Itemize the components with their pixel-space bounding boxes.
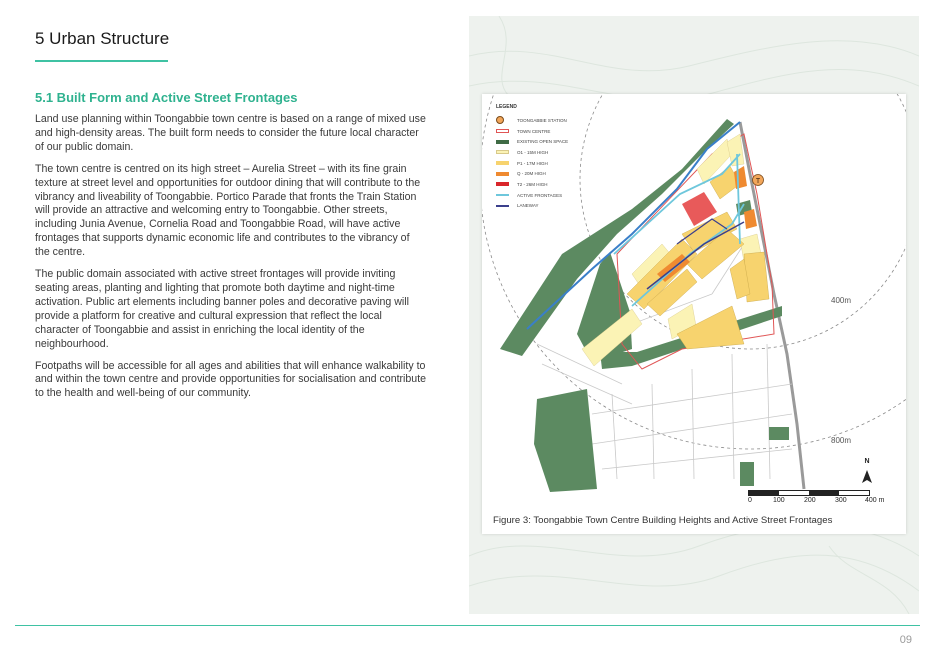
map-legend bbox=[496, 104, 601, 211]
legend-label: TOONGABBIE STATION bbox=[517, 117, 567, 123]
paragraph: Land use planning within Toongabbie town centre is based on a range of mixed use and high-density areas. The built form needs to consider the future local character of our public domain. bbox=[35, 113, 426, 153]
legend-label: T2 - 26M HIGH bbox=[517, 181, 548, 187]
line-swatch-icon bbox=[496, 194, 509, 196]
scale-label: 400 m bbox=[865, 497, 885, 504]
legend-item bbox=[496, 190, 601, 201]
legend-item bbox=[496, 147, 601, 158]
scale-label: 300 bbox=[835, 497, 847, 504]
scale-labels bbox=[748, 497, 900, 506]
fill-swatch-icon bbox=[496, 150, 509, 154]
page-number: 09 bbox=[899, 634, 912, 646]
ring-label-400m: 400m bbox=[831, 296, 852, 305]
legend-label: Q - 20M HIGH bbox=[517, 171, 546, 177]
scale-label: 0 bbox=[748, 497, 752, 504]
section-title: 5 Urban Structure bbox=[35, 29, 170, 48]
legend-label: TOWN CENTRE bbox=[517, 128, 551, 134]
legend-item bbox=[496, 126, 601, 137]
station-marker-label: T bbox=[755, 178, 761, 185]
title-underline bbox=[35, 60, 168, 62]
scale-bar-graphic bbox=[748, 490, 870, 496]
paragraph: Footpaths will be accessible for all ages and abilities that will enhance walkability to and within the town centre and provide opportunities for socialisation and contribute to the health and well-being of our community. bbox=[35, 359, 427, 400]
figure-card bbox=[482, 94, 906, 534]
figure-caption: Figure 3: Toongabbie Town Centre Building Heights and Active Street Frontages bbox=[493, 515, 833, 526]
north-label: N bbox=[864, 458, 870, 465]
scale-label: 200 bbox=[804, 497, 816, 504]
legend-item bbox=[496, 201, 601, 212]
footer-rule bbox=[15, 625, 920, 626]
legend-label: EXISTING OPEN SPACE bbox=[517, 139, 569, 145]
subsection-heading: 5.1 Built Form and Active Street Frontages bbox=[35, 90, 298, 105]
paragraph: The town centre is centred on its high street – Aurelia Street – with its fine grain texture at street level and opportunities for outdoor dining that will contribute to the vibrancy and liveability of Toongabbie. Portico Parade that fronts the Train Station will provide an attractive and welcoming entry to Toongabbie. Other streets, including Junia Avenue, Cornelia Road and Toongabbie Road, will have active frontages that supports dynamic economic life and contributes to the vibrancy of the centre. bbox=[35, 162, 421, 259]
legend-item bbox=[496, 179, 601, 190]
fill-swatch-icon bbox=[496, 182, 509, 186]
scale-label: 100 bbox=[773, 497, 785, 504]
body-text bbox=[35, 113, 427, 409]
paragraph: The public domain associated with active street frontages will provide inviting seating areas, planting and lighting that promote both daytime and night-time activation. Public art elements including banner poles and decorative paving will provide a platform for creative and cultural expression that reflect the local character of Toongabbie and assist in enriching the local identity of the neighbourhood. bbox=[35, 268, 409, 350]
north-indicator bbox=[858, 458, 876, 465]
legend-title: LEGEND bbox=[496, 104, 517, 110]
active-frontage bbox=[737, 154, 740, 244]
fill-swatch-icon bbox=[496, 140, 509, 144]
legend-label: P1 - 17M HIGH bbox=[517, 160, 548, 166]
legend-item bbox=[496, 115, 601, 126]
ring-label-800m: 800m bbox=[831, 436, 852, 445]
station-icon bbox=[496, 116, 504, 124]
fill-swatch-icon bbox=[496, 172, 509, 176]
north-arrow-icon bbox=[862, 470, 872, 483]
fill-swatch-icon bbox=[496, 161, 509, 165]
legend-label: ACTIVE FRONTAGES bbox=[517, 192, 563, 198]
scale-bar bbox=[748, 490, 900, 506]
outline-swatch-icon bbox=[496, 129, 509, 133]
legend-item bbox=[496, 158, 601, 169]
line-swatch-icon bbox=[496, 205, 509, 207]
legend-label: LANEWAY bbox=[517, 203, 539, 209]
legend-label: O1 - 15M HIGH bbox=[517, 149, 549, 155]
legend-item bbox=[496, 136, 601, 147]
legend-item bbox=[496, 168, 601, 179]
